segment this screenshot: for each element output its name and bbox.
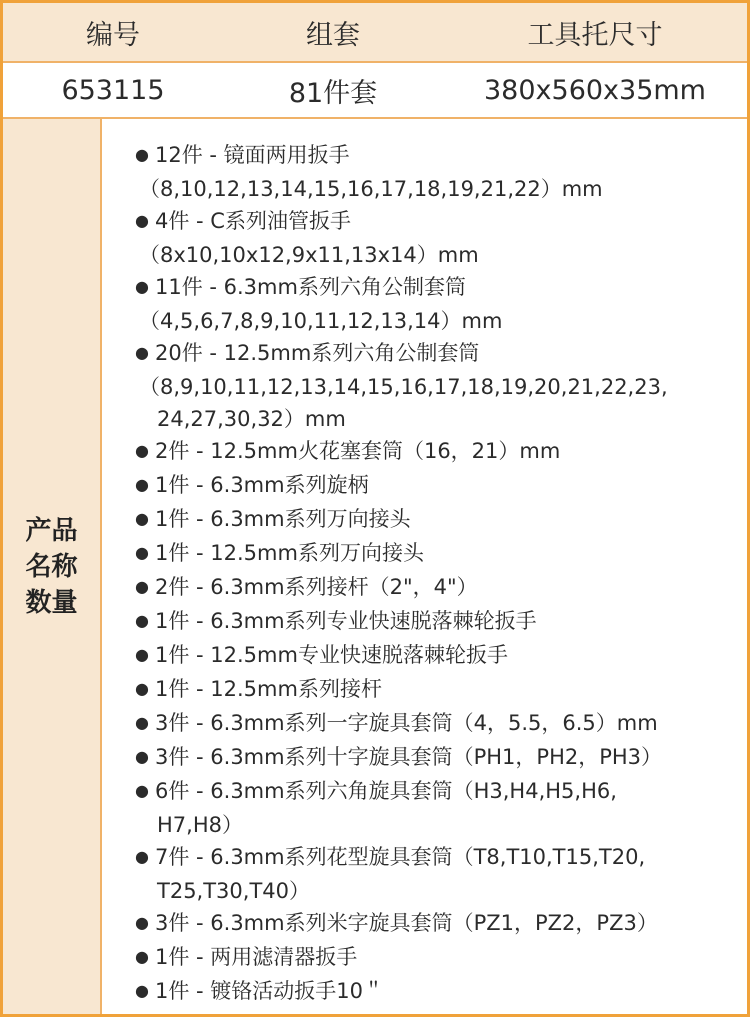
list-item (102, 841, 668, 907)
header-set: 组套 (306, 19, 360, 51)
bullet-icon: ● (135, 611, 149, 630)
bullet-icon: ● (135, 441, 149, 460)
bullet-icon: ● (135, 277, 149, 296)
item-main-line (102, 707, 668, 741)
item-text: 1件 - 6.3mm系列万向接头 (155, 507, 411, 531)
item-continuation-line: 24,27,30,32）mm (157, 407, 346, 431)
item-main-line (102, 537, 668, 571)
item-continuation-line: （8x10,10x12,9x11,13x14）mm (139, 243, 479, 267)
item-text: 12件 - 镜面两用扳手 (155, 143, 350, 167)
list-item (102, 337, 668, 435)
bullet-icon: ● (135, 679, 149, 698)
label-line-3: 数量 (25, 587, 78, 618)
value-number: 653115 (61, 74, 165, 106)
list-item (102, 503, 668, 537)
item-continuation-line: H7,H8） (157, 813, 243, 837)
list-item (102, 537, 668, 571)
item-text: 2件 - 12.5mm火花塞套筒（16，21）mm (155, 439, 561, 463)
item-continuation-line: （8,9,10,11,12,13,14,15,16,17,18,19,20,21,22,23, (139, 375, 668, 399)
item-text: 11件 - 6.3mm系列六角公制套筒 (155, 275, 466, 299)
bullet-icon: ● (135, 713, 149, 732)
bullet-icon: ● (135, 913, 149, 932)
list-item (102, 707, 668, 741)
item-main-line (102, 469, 668, 503)
item-main-line (102, 205, 668, 239)
item-text: 1件 - 两用滤清器扳手 (155, 945, 358, 969)
header-number: 编号 (86, 19, 140, 51)
item-main-line (102, 605, 668, 639)
list-item (102, 639, 668, 673)
product-name-quantity-label (3, 119, 102, 1014)
item-text: 3件 - 6.3mm系列米字旋具套筒（PZ1，PZ2，PZ3） (155, 911, 658, 935)
bullet-icon: ● (135, 645, 149, 664)
bullet-icon: ● (135, 475, 149, 494)
list-item (102, 571, 668, 605)
item-text: 6件 - 6.3mm系列六角旋具套筒（H3,H4,H5,H6, (155, 779, 617, 803)
header-tray-size: 工具托尺寸 (527, 19, 663, 51)
bullet-icon: ● (135, 509, 149, 528)
list-item (102, 605, 668, 639)
list-item (102, 469, 668, 503)
item-text: 1件 - 镀铬活动扳手10＂ (155, 979, 385, 1003)
item-main-line (102, 941, 668, 975)
item-text: 1件 - 6.3mm系列专业快速脱落棘轮扳手 (155, 609, 537, 633)
item-main-line (102, 907, 668, 941)
list-item (102, 775, 668, 841)
item-text: 1件 - 12.5mm系列万向接头 (155, 541, 424, 565)
item-main-line (102, 639, 668, 673)
item-main-line (102, 975, 668, 1009)
item-main-line (102, 741, 668, 775)
list-item (102, 673, 668, 707)
bullet-icon: ● (135, 847, 149, 866)
bullet-icon: ● (135, 577, 149, 596)
item-main-line (102, 673, 668, 707)
list-item (102, 907, 668, 941)
item-main-line (102, 571, 668, 605)
bullet-icon: ● (135, 543, 149, 562)
bullet-icon: ● (135, 747, 149, 766)
list-item (102, 271, 668, 337)
item-main-line (102, 503, 668, 537)
item-text: 2件 - 6.3mm系列接杆（2"，4"） (155, 575, 478, 599)
item-continuation-line: T25,T30,T40） (157, 879, 310, 903)
item-text: 7件 - 6.3mm系列花型旋具套筒（T8,T10,T15,T20, (155, 845, 646, 869)
item-main-line (102, 337, 668, 371)
item-text: 3件 - 6.3mm系列十字旋具套筒（PH1，PH2，PH3） (155, 745, 663, 769)
list-item (102, 435, 668, 469)
item-continuation-line: （4,5,6,7,8,9,10,11,12,13,14）mm (139, 309, 503, 333)
item-text: 4件 - C系列油管扳手 (155, 209, 351, 233)
item-list (102, 139, 668, 1009)
list-item (102, 139, 668, 205)
bullet-icon: ● (135, 211, 149, 230)
bullet-icon: ● (135, 781, 149, 800)
bullet-icon: ● (135, 343, 149, 362)
value-set: 81件套 (288, 77, 378, 109)
list-item (102, 941, 668, 975)
bullet-icon: ● (135, 947, 149, 966)
table-values-row (3, 63, 747, 119)
table-header (3, 3, 747, 63)
value-tray-size: 380x560x35mm (484, 74, 706, 106)
item-main-line (102, 139, 668, 173)
item-list-container (102, 119, 747, 1014)
bullet-icon: ● (135, 981, 149, 1000)
bullet-icon: ● (135, 145, 149, 164)
label-text (20, 513, 84, 621)
item-continuation-line: （8,10,12,13,14,15,16,17,18,19,21,22）mm (139, 177, 603, 201)
item-main-line (102, 435, 668, 469)
item-main-line (102, 775, 668, 809)
list-item (102, 975, 668, 1009)
item-text: 1件 - 6.3mm系列旋柄 (155, 473, 369, 497)
item-text: 1件 - 12.5mm专业快速脱落棘轮扳手 (155, 643, 508, 667)
label-line-2: 名称 (25, 551, 78, 582)
item-main-line (102, 271, 668, 305)
list-item (102, 205, 668, 271)
label-line-1: 产品 (25, 515, 78, 546)
item-main-line (102, 841, 668, 875)
item-text: 3件 - 6.3mm系列一字旋具套筒（4，5.5，6.5）mm (155, 711, 658, 735)
list-item (102, 741, 668, 775)
item-text: 1件 - 12.5mm系列接杆 (155, 677, 382, 701)
item-text: 20件 - 12.5mm系列六角公制套筒 (155, 341, 480, 365)
